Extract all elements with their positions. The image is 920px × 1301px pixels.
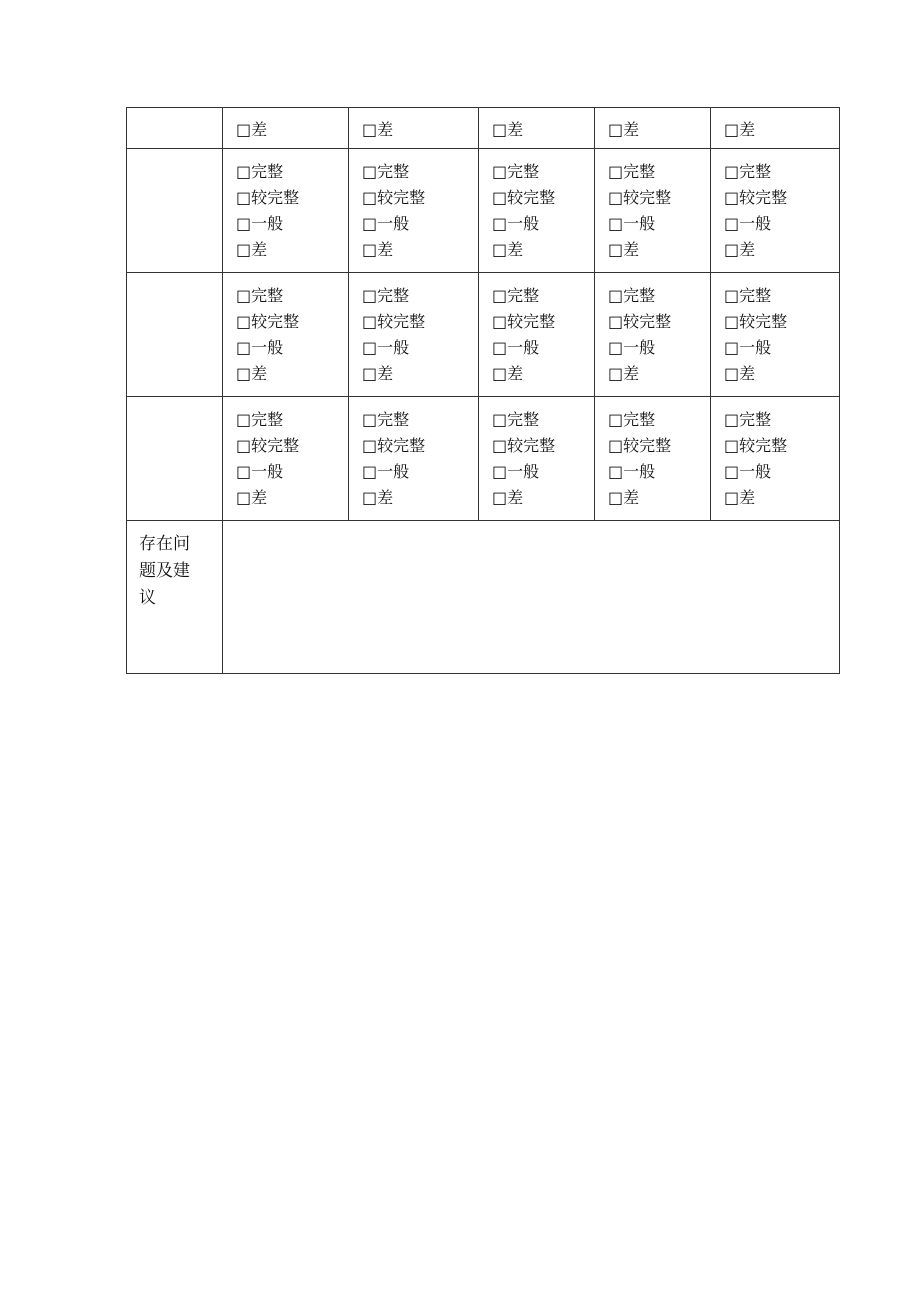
checkbox-option[interactable] — [724, 407, 839, 433]
option-label: □一般 — [608, 462, 656, 481]
option-label: □差 — [492, 240, 524, 259]
option-label: □较完整 — [236, 312, 300, 331]
checkbox-option[interactable] — [236, 283, 348, 309]
option-cell — [479, 397, 595, 521]
checkbox-option[interactable] — [724, 361, 839, 387]
checkbox-option[interactable] — [236, 485, 348, 511]
checkbox-option[interactable] — [492, 407, 594, 433]
checkbox-option[interactable] — [724, 459, 839, 485]
option-cell — [711, 149, 840, 273]
option-label: □一般 — [608, 338, 656, 357]
option-label: □差 — [492, 120, 524, 139]
option-label: □较完整 — [362, 436, 426, 455]
option-cell — [595, 397, 711, 521]
option-label: □完整 — [492, 410, 540, 429]
checkbox-option[interactable] — [236, 159, 348, 185]
option-label: □差 — [724, 120, 756, 139]
option-cell — [479, 108, 595, 149]
table-row — [127, 521, 840, 674]
checkbox-option[interactable] — [608, 407, 710, 433]
checkbox-option[interactable] — [236, 433, 348, 459]
option-label: □差 — [362, 240, 394, 259]
option-label: □差 — [236, 488, 268, 507]
option-label: □完整 — [236, 162, 284, 181]
problems-input-area[interactable] — [223, 521, 840, 674]
option-label: □完整 — [724, 410, 772, 429]
option-cell — [595, 273, 711, 397]
checkbox-option[interactable] — [236, 407, 348, 433]
option-label: □差 — [492, 488, 524, 507]
option-label: □差 — [724, 364, 756, 383]
checkbox-option[interactable] — [492, 361, 594, 387]
option-label: □较完整 — [362, 312, 426, 331]
option-cell — [711, 397, 840, 521]
checkbox-option[interactable] — [724, 211, 839, 237]
row-label-cell — [127, 397, 223, 521]
option-cell — [349, 397, 479, 521]
checkbox-option[interactable] — [724, 485, 839, 511]
option-label: □差 — [724, 488, 756, 507]
checkbox-option[interactable] — [492, 211, 594, 237]
option-cell — [711, 273, 840, 397]
option-label: □较完整 — [492, 312, 556, 331]
problems-label-cell — [127, 521, 223, 674]
option-cell — [223, 108, 349, 149]
option-label: □较完整 — [608, 188, 672, 207]
checkbox-option[interactable] — [724, 309, 839, 335]
checkbox-option[interactable] — [492, 159, 594, 185]
checkbox-option[interactable] — [608, 335, 710, 361]
checkbox-option[interactable] — [492, 309, 594, 335]
option-cell — [223, 397, 349, 521]
checkbox-option[interactable] — [362, 159, 478, 185]
table-row — [127, 397, 840, 521]
option-cell — [223, 273, 349, 397]
checkbox-option[interactable] — [608, 459, 710, 485]
option-cell — [711, 108, 840, 149]
option-label: □较完整 — [236, 436, 300, 455]
option-label: □一般 — [362, 214, 410, 233]
checkbox-option[interactable] — [362, 407, 478, 433]
option-label: □一般 — [236, 462, 284, 481]
option-label: □较完整 — [608, 436, 672, 455]
option-label: □一般 — [724, 214, 772, 233]
option-label: □完整 — [492, 162, 540, 181]
checkbox-option[interactable] — [236, 459, 348, 485]
option-label: □差 — [724, 240, 756, 259]
row-label-cell — [127, 108, 223, 149]
checkbox-option[interactable] — [608, 485, 710, 511]
option-label: □一般 — [236, 338, 284, 357]
checkbox-option[interactable] — [724, 159, 839, 185]
option-label: □差 — [608, 364, 640, 383]
checkbox-option[interactable] — [362, 185, 478, 211]
option-label: □较完整 — [362, 188, 426, 207]
option-label: □差 — [608, 120, 640, 139]
checkbox-option[interactable] — [608, 237, 710, 263]
checkbox-option[interactable] — [608, 433, 710, 459]
option-label: □一般 — [492, 338, 540, 357]
checkbox-option[interactable] — [236, 309, 348, 335]
checkbox-option[interactable] — [492, 283, 594, 309]
table-row — [127, 149, 840, 273]
option-label: □完整 — [608, 410, 656, 429]
option-cell — [349, 273, 479, 397]
checkbox-option[interactable] — [362, 433, 478, 459]
checkbox-option[interactable] — [362, 117, 478, 143]
option-label: □较完整 — [492, 188, 556, 207]
option-label: □一般 — [492, 462, 540, 481]
row-label-cell — [127, 273, 223, 397]
checkbox-option[interactable] — [236, 361, 348, 387]
option-label: □一般 — [608, 214, 656, 233]
problems-label: 存在问题及建议 — [139, 534, 190, 608]
option-label: □较完整 — [724, 312, 788, 331]
checkbox-option[interactable] — [236, 117, 348, 143]
option-label: □较完整 — [236, 188, 300, 207]
option-label: □较完整 — [492, 436, 556, 455]
checkbox-option[interactable] — [492, 185, 594, 211]
option-label: □完整 — [236, 286, 284, 305]
checkbox-option[interactable] — [236, 335, 348, 361]
checkbox-option[interactable] — [362, 335, 478, 361]
checkbox-option[interactable] — [362, 211, 478, 237]
option-label: □完整 — [608, 286, 656, 305]
checkbox-option[interactable] — [362, 361, 478, 387]
option-label: □差 — [236, 240, 268, 259]
option-cell — [349, 149, 479, 273]
option-label: □一般 — [492, 214, 540, 233]
checkbox-option[interactable] — [492, 335, 594, 361]
checkbox-option[interactable] — [492, 117, 594, 143]
option-label: □差 — [608, 488, 640, 507]
option-label: □差 — [236, 120, 268, 139]
option-label: □差 — [362, 364, 394, 383]
checkbox-option[interactable] — [492, 433, 594, 459]
checkbox-option[interactable] — [362, 283, 478, 309]
checkbox-option[interactable] — [236, 211, 348, 237]
checkbox-option[interactable] — [362, 309, 478, 335]
option-cell — [479, 273, 595, 397]
checkbox-option[interactable] — [492, 459, 594, 485]
table-row — [127, 273, 840, 397]
checkbox-option[interactable] — [362, 485, 478, 511]
option-label: □完整 — [608, 162, 656, 181]
checkbox-option[interactable] — [724, 335, 839, 361]
option-label: □差 — [362, 488, 394, 507]
checkbox-option[interactable] — [608, 309, 710, 335]
option-label: □差 — [492, 364, 524, 383]
option-cell — [479, 149, 595, 273]
checkbox-option[interactable] — [608, 117, 710, 143]
checkbox-option[interactable] — [608, 185, 710, 211]
checkbox-option[interactable] — [492, 237, 594, 263]
option-cell — [349, 108, 479, 149]
option-label: □完整 — [362, 410, 410, 429]
option-label: □较完整 — [724, 436, 788, 455]
row-label-cell — [127, 149, 223, 273]
option-cell — [595, 149, 711, 273]
checkbox-option[interactable] — [724, 185, 839, 211]
checkbox-option[interactable] — [724, 117, 839, 143]
option-label: □较完整 — [608, 312, 672, 331]
table-row — [127, 108, 840, 149]
checkbox-option[interactable] — [608, 159, 710, 185]
checkbox-option[interactable] — [362, 459, 478, 485]
option-label: □一般 — [724, 338, 772, 357]
checkbox-option[interactable] — [362, 237, 478, 263]
option-label: □较完整 — [724, 188, 788, 207]
option-label: □差 — [608, 240, 640, 259]
option-label: □完整 — [492, 286, 540, 305]
option-label: □完整 — [362, 162, 410, 181]
option-cell — [595, 108, 711, 149]
option-label: □完整 — [362, 286, 410, 305]
checkbox-option[interactable] — [724, 237, 839, 263]
evaluation-table — [126, 107, 840, 674]
option-label: □完整 — [724, 162, 772, 181]
option-label: □差 — [362, 120, 394, 139]
checkbox-option[interactable] — [608, 361, 710, 387]
option-label: □一般 — [724, 462, 772, 481]
checkbox-option[interactable] — [608, 211, 710, 237]
option-label: □一般 — [362, 462, 410, 481]
checkbox-option[interactable] — [724, 283, 839, 309]
option-label: □完整 — [724, 286, 772, 305]
checkbox-option[interactable] — [724, 433, 839, 459]
option-label: □一般 — [362, 338, 410, 357]
checkbox-option[interactable] — [236, 185, 348, 211]
option-label: □一般 — [236, 214, 284, 233]
option-cell — [223, 149, 349, 273]
checkbox-option[interactable] — [492, 485, 594, 511]
checkbox-option[interactable] — [608, 283, 710, 309]
option-label: □完整 — [236, 410, 284, 429]
checkbox-option[interactable] — [236, 237, 348, 263]
option-label: □差 — [236, 364, 268, 383]
